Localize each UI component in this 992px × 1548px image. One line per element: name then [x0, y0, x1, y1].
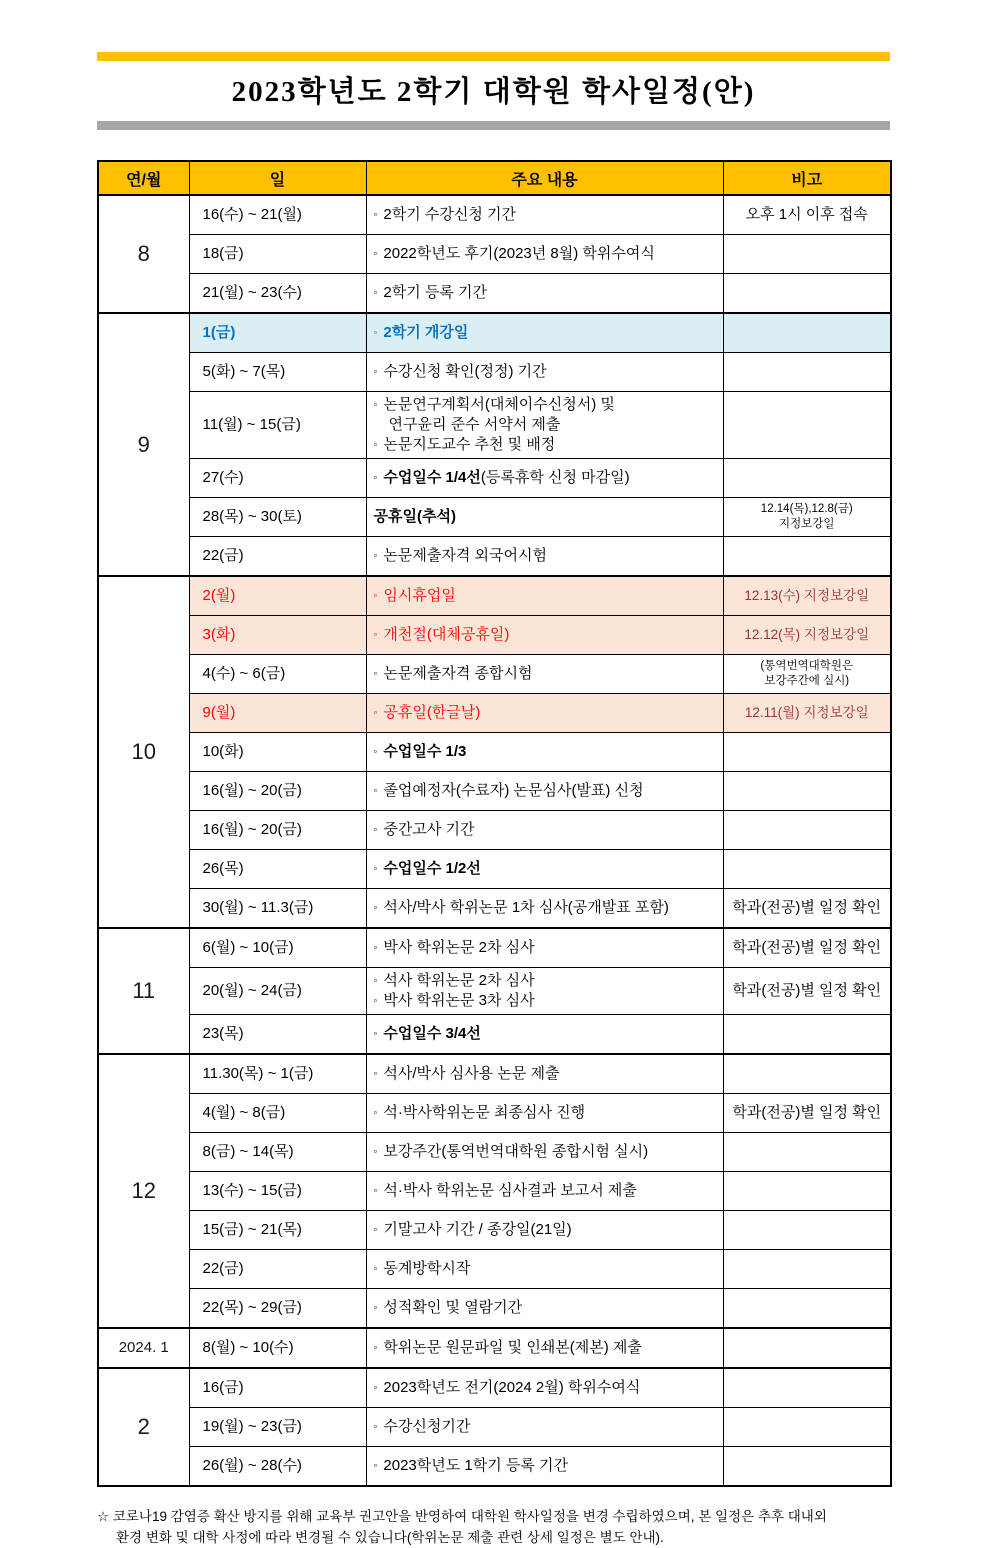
content-cell: ◦ 수업일수 1/4선(등록휴학 신청 마감일): [366, 459, 723, 498]
date-cell: 16(월) ~ 20(금): [189, 772, 366, 811]
month-cell: 12: [98, 1054, 189, 1328]
bullet-icon: ◦: [373, 975, 378, 987]
note-cell: 12.13(수) 지정보강일: [723, 576, 891, 616]
date-cell: 5(화) ~ 7(목): [189, 353, 366, 392]
table-row: [98, 1408, 891, 1447]
date-cell: 26(목): [189, 850, 366, 889]
content-cell: ◦ 수업일수 1/2선: [366, 850, 723, 889]
table-row: [98, 1368, 891, 1408]
bullet-icon: ◦: [373, 1185, 378, 1197]
content-cell: ◦ 석사/박사 심사용 논문 제출: [366, 1054, 723, 1094]
note-cell: 12.14(목),12.8(금) 지정보강일: [723, 498, 891, 537]
content-cell: ◦ 논문제출자격 종합시험: [366, 655, 723, 694]
bullet-icon: ◦: [373, 590, 378, 602]
date-cell: 8(월) ~ 10(수): [189, 1328, 366, 1368]
date-cell: 28(목) ~ 30(토): [189, 498, 366, 537]
month-cell: 8: [98, 195, 189, 313]
content-cell: ◦ 공휴일(한글날): [366, 694, 723, 733]
table-row: [98, 1054, 891, 1094]
table-row: [98, 235, 891, 274]
bullet-icon: ◦: [373, 1146, 378, 1158]
bullet-icon: ◦: [373, 1263, 378, 1275]
note-cell: [723, 1015, 891, 1055]
date-cell: 3(화): [189, 616, 366, 655]
table-row: [98, 1133, 891, 1172]
bullet-icon: ◦: [373, 399, 378, 411]
note-cell: 12.11(월) 지정보강일: [723, 694, 891, 733]
note-cell: [723, 392, 891, 459]
note-cell: 학과(전공)별 일정 확인: [723, 968, 891, 1015]
date-cell: 26(월) ~ 28(수): [189, 1447, 366, 1487]
date-cell: 19(월) ~ 23(금): [189, 1408, 366, 1447]
date-cell: 8(금) ~ 14(목): [189, 1133, 366, 1172]
table-row: [98, 889, 891, 929]
content-cell: ◦ 석사/박사 학위논문 1차 심사(공개발표 포함): [366, 889, 723, 929]
table-row: [98, 576, 891, 616]
note-cell: [723, 1328, 891, 1368]
content-cell: ◦ 보강주간(통역번역대학원 종합시험 실시): [366, 1133, 723, 1172]
table-row: [98, 1172, 891, 1211]
bullet-icon: ◦: [373, 248, 378, 260]
bullet-icon: ◦: [373, 629, 378, 641]
bullet-icon: ◦: [373, 1028, 378, 1040]
month-cell: 2024. 1: [98, 1328, 189, 1368]
date-cell: 16(수) ~ 21(월): [189, 195, 366, 235]
table-row: [98, 928, 891, 968]
header-year-month: 연/월: [98, 161, 189, 195]
month-cell: 10: [98, 576, 189, 928]
bullet-icon: ◦: [373, 668, 378, 680]
note-cell: 학과(전공)별 일정 확인: [723, 1094, 891, 1133]
table-row: [98, 1289, 891, 1329]
content-cell: ◦ 학위논문 원문파일 및 인쇄본(제본) 제출: [366, 1328, 723, 1368]
content-cell: ◦ 2022학년도 후기(2023년 8월) 학위수여식: [366, 235, 723, 274]
note-cell: [723, 537, 891, 577]
schedule-table: [97, 160, 892, 1487]
note-cell: [723, 1408, 891, 1447]
date-cell: 18(금): [189, 235, 366, 274]
table-row: [98, 1447, 891, 1487]
date-cell: 11.30(목) ~ 1(금): [189, 1054, 366, 1094]
bullet-icon: ◦: [373, 1342, 378, 1354]
table-row: [98, 616, 891, 655]
bullet-icon: ◦: [373, 863, 378, 875]
bullet-icon: ◦: [373, 366, 378, 378]
content-cell: ◦ 수강신청기간: [366, 1408, 723, 1447]
date-cell: 11(월) ~ 15(금): [189, 392, 366, 459]
bullet-icon: ◦: [373, 1421, 378, 1433]
month-cell: 2: [98, 1368, 189, 1486]
content-cell: ◦ 졸업예정자(수료자) 논문심사(발표) 신청: [366, 772, 723, 811]
footnote-line-1: ☆ 코로나19 감염증 확산 방지를 위해 교육부 권고안을 반영하여 대학원 학사일정을 변경 수립하였으며, 본 일정은 추후 대내외: [97, 1509, 827, 1524]
note-cell: [723, 1447, 891, 1487]
table-row: [98, 353, 891, 392]
table-row: [98, 1328, 891, 1368]
table-row: [98, 811, 891, 850]
content-cell: ◦ 임시휴업일: [366, 576, 723, 616]
date-cell: 16(금): [189, 1368, 366, 1408]
content-cell: ◦ 박사 학위논문 2차 심사: [366, 928, 723, 968]
date-cell: 15(금) ~ 21(목): [189, 1211, 366, 1250]
content-cell: ◦ 2학기 등록 기간: [366, 274, 723, 314]
date-cell: 22(목) ~ 29(금): [189, 1289, 366, 1329]
bullet-icon: ◦: [373, 1382, 378, 1394]
date-cell: 27(수): [189, 459, 366, 498]
note-cell: 학과(전공)별 일정 확인: [723, 889, 891, 929]
content-cell: ◦ 중간고사 기간: [366, 811, 723, 850]
table-row: [98, 498, 891, 537]
table-row: [98, 1094, 891, 1133]
table-row: [98, 733, 891, 772]
note-cell: [723, 274, 891, 314]
date-cell: 22(금): [189, 1250, 366, 1289]
table-header-row: [98, 161, 891, 195]
bullet-icon: ◦: [373, 1224, 378, 1236]
bullet-icon: ◦: [373, 824, 378, 836]
bullet-icon: ◦: [373, 1302, 378, 1314]
document-content: [97, 52, 890, 1548]
bullet-icon: ◦: [373, 327, 378, 339]
bullet-icon: ◦: [373, 550, 378, 562]
date-cell: 4(월) ~ 8(금): [189, 1094, 366, 1133]
note-cell: [723, 733, 891, 772]
content-cell: ◦ 수강신청 확인(정정) 기간: [366, 353, 723, 392]
date-cell: 21(월) ~ 23(수): [189, 274, 366, 314]
content-cell: 공휴일(추석): [366, 498, 723, 537]
page-title: 2023학년도 2학기 대학원 학사일정(안): [231, 76, 756, 108]
bullet-icon: ◦: [373, 785, 378, 797]
content-cell: ◦ 수업일수 3/4선: [366, 1015, 723, 1055]
note-cell: [723, 1289, 891, 1329]
note-cell: [723, 1133, 891, 1172]
content-cell: ◦ 2학기 개강일: [366, 313, 723, 353]
date-cell: 30(월) ~ 11.3(금): [189, 889, 366, 929]
content-cell: ◦ 개천절(대체공휴일): [366, 616, 723, 655]
note-cell: [723, 459, 891, 498]
bullet-icon: ◦: [373, 902, 378, 914]
table-row: [98, 392, 891, 459]
content-cell: ◦ 기말고사 기간 / 종강일(21일): [366, 1211, 723, 1250]
content-cell: ◦ 동계방학시작: [366, 1250, 723, 1289]
bullet-icon: ◦: [373, 1460, 378, 1472]
content-cell: ◦ 2학기 수강신청 기간: [366, 195, 723, 235]
date-cell: 20(월) ~ 24(금): [189, 968, 366, 1015]
footnote-line-2: 환경 변화 및 대학 사정에 따라 변경될 수 있습니다(학위논문 제출 관련 상세 일정은 별도 안내).: [116, 1530, 664, 1545]
content-cell: ◦ 수업일수 1/3: [366, 733, 723, 772]
content-cell: ◦ 논문연구계획서(대체이수신청서) 및 연구윤리 준수 서약서 제출 ◦ 논문지도교수 추천 및 배정: [366, 392, 723, 459]
header-note: 비고: [723, 161, 891, 195]
note-cell: [723, 1211, 891, 1250]
note-cell: 12.12(목) 지정보강일: [723, 616, 891, 655]
table-row: [98, 537, 891, 577]
date-cell: 2(월): [189, 576, 366, 616]
note-cell: [723, 1250, 891, 1289]
footnote: [97, 1506, 927, 1548]
note-cell: [723, 1172, 891, 1211]
date-cell: 9(월): [189, 694, 366, 733]
note-cell: [723, 313, 891, 353]
date-cell: 1(금): [189, 313, 366, 353]
content-cell: ◦ 석·박사 학위논문 심사결과 보고서 제출: [366, 1172, 723, 1211]
divider-bar: [97, 121, 890, 130]
header-main-content: 주요 내용: [366, 161, 723, 195]
bullet-icon: ◦: [373, 439, 378, 451]
note-cell: [723, 235, 891, 274]
content-cell: ◦ 2023학년도 1학기 등록 기간: [366, 1447, 723, 1487]
date-cell: 22(금): [189, 537, 366, 577]
table-row: [98, 772, 891, 811]
date-cell: 10(화): [189, 733, 366, 772]
note-cell: [723, 850, 891, 889]
table-row: [98, 1015, 891, 1055]
table-row: [98, 195, 891, 235]
bullet-icon: ◦: [373, 1107, 378, 1119]
date-cell: 4(수) ~ 6(금): [189, 655, 366, 694]
table-row: [98, 655, 891, 694]
table-row: [98, 1211, 891, 1250]
date-cell: 16(월) ~ 20(금): [189, 811, 366, 850]
table-row: [98, 313, 891, 353]
month-cell: 9: [98, 313, 189, 576]
content-cell: ◦ 논문제출자격 외국어시험: [366, 537, 723, 577]
bullet-icon: ◦: [373, 942, 378, 954]
month-cell: 11: [98, 928, 189, 1054]
table-row: [98, 459, 891, 498]
note-cell: [723, 353, 891, 392]
header-date: 일: [189, 161, 366, 195]
content-cell: ◦ 석·박사학위논문 최종심사 진행: [366, 1094, 723, 1133]
note-cell: [723, 772, 891, 811]
content-cell: ◦ 2023학년도 전기(2024 2월) 학위수여식: [366, 1368, 723, 1408]
note-cell: [723, 1368, 891, 1408]
date-cell: 13(수) ~ 15(금): [189, 1172, 366, 1211]
note-cell: [723, 811, 891, 850]
table-row: [98, 850, 891, 889]
content-cell: ◦ 석사 학위논문 2차 심사 ◦ 박사 학위논문 3차 심사: [366, 968, 723, 1015]
bullet-icon: ◦: [373, 287, 378, 299]
content-cell: ◦ 성적확인 및 열람기간: [366, 1289, 723, 1329]
bullet-icon: ◦: [373, 1068, 378, 1080]
bullet-icon: ◦: [373, 707, 378, 719]
note-cell: 학과(전공)별 일정 확인: [723, 928, 891, 968]
bullet-icon: ◦: [373, 472, 378, 484]
table-row: [98, 968, 891, 1015]
top-accent-bar: [97, 52, 890, 61]
note-cell: 오후 1시 이후 접속: [723, 195, 891, 235]
bullet-icon: ◦: [373, 995, 378, 1007]
table-row: [98, 694, 891, 733]
table-row: [98, 1250, 891, 1289]
date-cell: 23(목): [189, 1015, 366, 1055]
bullet-icon: ◦: [373, 209, 378, 221]
note-cell: [723, 1054, 891, 1094]
note-cell: (통역번역대학원은 보강주간에 실시): [723, 655, 891, 694]
bullet-icon: ◦: [373, 746, 378, 758]
schedule-table-body: [98, 195, 891, 1486]
table-row: [98, 274, 891, 314]
date-cell: 6(월) ~ 10(금): [189, 928, 366, 968]
